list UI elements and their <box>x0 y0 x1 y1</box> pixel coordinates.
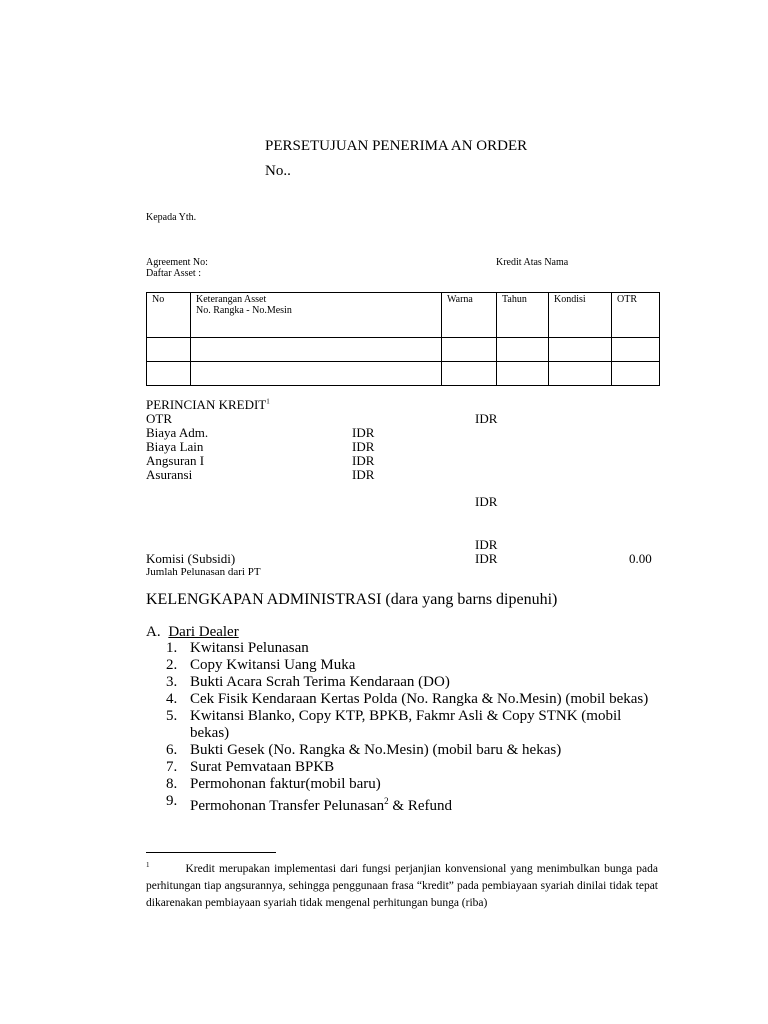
insurance-currency: IDR <box>352 467 375 482</box>
agreement-number-label: Agreement No: <box>146 257 208 268</box>
table-cell <box>549 362 612 386</box>
list-item-text: Copy Kwitansi Uang Muka <box>190 657 356 673</box>
list-item-number: 4. <box>166 691 178 707</box>
otr-currency: IDR <box>475 411 498 426</box>
footnote-text: Kredit merupakan implementasi dari fungsi perjanjian konvensional yang menimbulkan bunga pada perhitungan tiap angsurannya, sehingga penggunaan frasa “kredit” pada pembiayaan syariah dinilai tidak tepat dikarenakan pembiayaan syariah tidak mengenal perhitungan bunga (riba) <box>146 862 658 909</box>
table-cell <box>147 338 191 362</box>
header-condition: Kondisi <box>549 293 612 338</box>
section-a-heading <box>146 624 239 641</box>
list-item <box>166 759 660 776</box>
list-item-text: Surat Pemvataan BPKB <box>190 759 335 775</box>
credit-heading-footnote-ref: 1 <box>266 397 270 406</box>
table-cell <box>497 338 549 362</box>
table-cell <box>191 362 442 386</box>
list-item <box>166 793 660 815</box>
list-item <box>166 640 660 657</box>
list-item-number: 9. <box>166 793 178 809</box>
list-item-number: 8. <box>166 776 178 792</box>
list-item <box>166 674 660 691</box>
table-cell <box>612 338 660 362</box>
list-item-text: Permohonan faktur(mobil baru) <box>190 776 381 792</box>
admin-fee-label: Biaya Adm. <box>146 425 209 440</box>
header-year: Tahun <box>497 293 549 338</box>
table-cell <box>442 362 497 386</box>
commission-label: Komisi (Subsidi) <box>146 551 236 566</box>
other-fee-label: Biaya Lain <box>146 439 204 454</box>
list-item-number: 6. <box>166 742 178 758</box>
list-item-text: Permohonan Transfer Pelunasan <box>190 798 385 814</box>
asset-list-label: Daftar Asset : <box>146 268 201 279</box>
footnote <box>146 857 658 912</box>
header-asset-description <box>191 293 442 338</box>
list-item-number: 5. <box>166 708 178 724</box>
footnote-separator <box>146 852 276 853</box>
dealer-document-list <box>166 640 660 815</box>
list-item-text: Bukti Gesek (No. Rangka & No.Mesin) (mobil baru & hekas) <box>190 742 562 758</box>
admin-heading: KELENGKAPAN ADMINISTRASI (dara yang barns dipenuhi) <box>146 591 558 608</box>
list-item <box>166 742 660 759</box>
table-cell <box>442 338 497 362</box>
installment-currency: IDR <box>352 453 375 468</box>
list-item <box>166 708 660 742</box>
commission-value: 0.00 <box>629 551 652 566</box>
list-item <box>166 691 660 708</box>
total-currency: IDR <box>475 537 498 552</box>
list-item-text: Kwitansi Blanko, Copy KTP, BPKB, Fakmr Asli & Copy STNK (mobil bekas) <box>190 708 622 741</box>
list-item <box>166 776 660 793</box>
list-item-text: Kwitansi Pelunasan <box>190 640 309 656</box>
list-item-number: 3. <box>166 674 178 690</box>
table-row <box>147 338 660 362</box>
payoff-label: Jumlah Pelunasan dari PT <box>146 566 261 578</box>
list-item-text-suffix: & Refund <box>388 798 452 814</box>
list-item-footnote-ref: 2 <box>384 796 389 806</box>
header-color: Warna <box>442 293 497 338</box>
installment-label: Angsuran I <box>146 453 205 468</box>
list-item-number: 1. <box>166 640 178 656</box>
admin-fee-currency: IDR <box>352 425 375 440</box>
list-item <box>166 657 660 674</box>
order-number: No.. <box>265 163 291 179</box>
footnote-marker: 1 <box>146 861 150 869</box>
asset-table <box>146 292 660 386</box>
document-title: PERSETUJUAN PENERIMA AN ORDER <box>265 138 528 154</box>
header-asset-desc-line1: Keterangan Asset <box>196 294 267 305</box>
header-otr: OTR <box>612 293 660 338</box>
subtotal-currency: IDR <box>475 494 498 509</box>
credit-heading-text: PERINCIAN KREDIT <box>146 397 267 412</box>
section-a-letter: A. <box>146 624 161 640</box>
other-fee-currency: IDR <box>352 439 375 454</box>
commission-currency: IDR <box>475 551 498 566</box>
table-cell <box>549 338 612 362</box>
header-no: No <box>147 293 191 338</box>
section-a-title: Dari Dealer <box>168 624 239 640</box>
list-item-number: 2. <box>166 657 178 673</box>
list-item-number: 7. <box>166 759 178 775</box>
list-item-text: Cek Fisik Kendaraan Kertas Polda (No. Rangka & No.Mesin) (mobil bekas) <box>190 691 649 707</box>
table-header-row <box>147 293 660 338</box>
insurance-label: Asuransi <box>146 467 193 482</box>
table-row <box>147 362 660 386</box>
list-item-text: Bukti Acara Scrah Terima Kendaraan (DO) <box>190 674 450 690</box>
credit-name-label: Kredit Atas Nama <box>496 257 569 268</box>
table-cell <box>497 362 549 386</box>
header-asset-desc-line2: No. Rangka - No.Mesin <box>196 305 292 316</box>
table-cell <box>147 362 191 386</box>
otr-label: OTR <box>146 411 172 426</box>
recipient-label: Kepada Yth. <box>146 212 197 223</box>
table-cell <box>191 338 442 362</box>
table-cell <box>612 362 660 386</box>
